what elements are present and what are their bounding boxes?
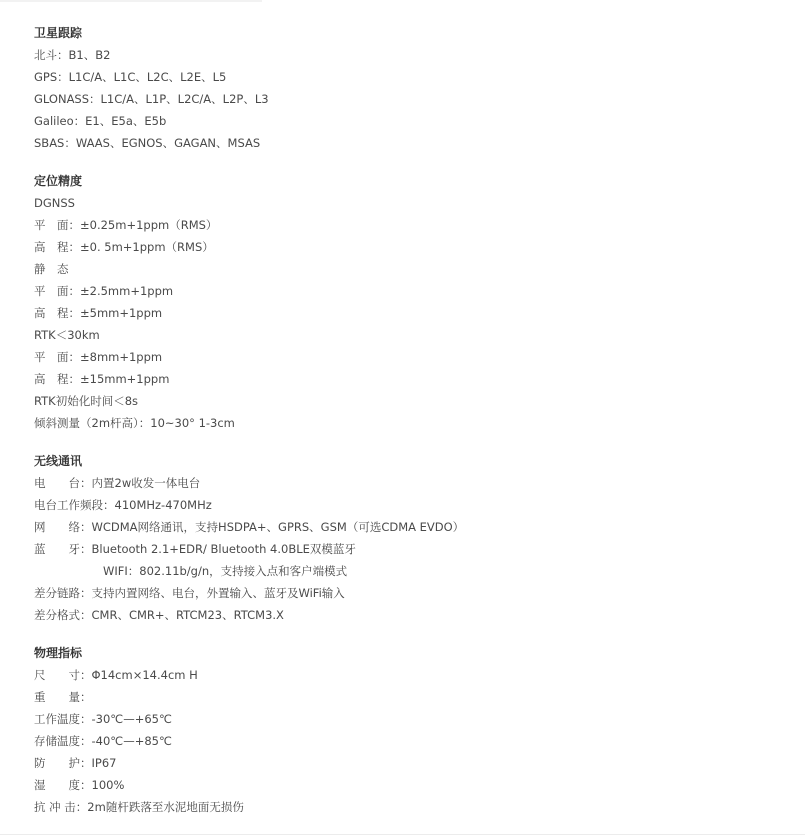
- spec-line-static-vertical: 高 程：±5mm+1ppm: [34, 306, 163, 320]
- top-divider: [0, 0, 262, 2]
- spec-line-shock: 抗 冲 击：2m随杆跌落至水泥地面无损伤: [34, 800, 244, 814]
- section-title: 无线通讯: [34, 454, 83, 468]
- section-title: 定位精度: [34, 174, 83, 188]
- section-satellite-tracking: [34, 22, 774, 154]
- section-positioning-accuracy: [34, 170, 774, 434]
- spec-line-dgnss-vertical: 高 程：±0. 5m+1ppm（RMS）: [34, 240, 214, 254]
- spec-line-diff-format: 差分格式：CMR、CMR+、RTCM23、RTCM3.X: [34, 608, 284, 622]
- spec-line-dgnss-horizontal: 平 面：±0.25m+1ppm（RMS）: [34, 218, 218, 232]
- section-title: 卫星跟踪: [34, 26, 83, 40]
- spec-line-static-horizontal: 平 面：±2.5mm+1ppm: [34, 284, 174, 298]
- spec-line-static: 静 态: [34, 262, 69, 276]
- spec-line-bluetooth: 蓝 牙：Bluetooth 2.1+EDR/ Bluetooth 4.0BLE双模蓝牙: [34, 542, 356, 556]
- spec-line-sbas: SBAS：WAAS、EGNOS、GAGAN、MSAS: [34, 136, 261, 150]
- spec-line-rtk-vertical: 高 程：±15mm+1ppm: [34, 372, 170, 386]
- spec-line-radio: 电 台：内置2w收发一体电台: [34, 476, 201, 490]
- spec-line-size: 尺 寸：Φ14cm×14.4cm H: [34, 668, 198, 682]
- spec-line-diff-link: 差分链路：支持内置网络、电台，外置输入、蓝牙及WiFi输入: [34, 586, 345, 600]
- spec-line-dgnss: DGNSS: [34, 196, 75, 210]
- spec-sheet: [34, 22, 774, 818]
- spec-line-protection: 防 护：IP67: [34, 756, 117, 770]
- spec-line-network: 网 络：WCDMA网络通讯，支持HSDPA+、GPRS、GSM（可选CDMA EVDO）: [34, 520, 465, 534]
- spec-line-wifi: WIFI：802.11b/g/n，支持接入点和客户端模式: [34, 564, 348, 578]
- spec-line-humidity: 湿 度：100%: [34, 778, 125, 792]
- spec-line-weight: 重 量：: [34, 690, 92, 704]
- spec-line-rtk-init-time: RTK初始化时间＜8s: [34, 394, 139, 408]
- spec-line-gps: GPS：L1C/A、L1C、L2C、L2E、L5: [34, 70, 227, 84]
- section-title: 物理指标: [34, 646, 83, 660]
- spec-line-rtk-horizontal: 平 面：±8mm+1ppm: [34, 350, 163, 364]
- spec-line-operating-temp: 工作温度：-30℃—+65℃: [34, 712, 172, 726]
- section-physical: [34, 642, 774, 818]
- spec-line-radio-band: 电台工作频段：410MHz-470MHz: [34, 498, 212, 512]
- spec-line-glonass: GLONASS：L1C/A、L1P、L2C/A、L2P、L3: [34, 92, 269, 106]
- spec-line-storage-temp: 存储温度：-40℃—+85℃: [34, 734, 172, 748]
- section-wireless: [34, 450, 774, 626]
- spec-line-galileo: Galileo：E1、E5a、E5b: [34, 114, 167, 128]
- spec-line-rtk: RTK＜30km: [34, 328, 100, 342]
- spec-line-tilt-survey: 倾斜测量（2m杆高）：10~30° 1-3cm: [34, 416, 235, 430]
- spec-line-beidou: 北斗：B1、B2: [34, 48, 111, 62]
